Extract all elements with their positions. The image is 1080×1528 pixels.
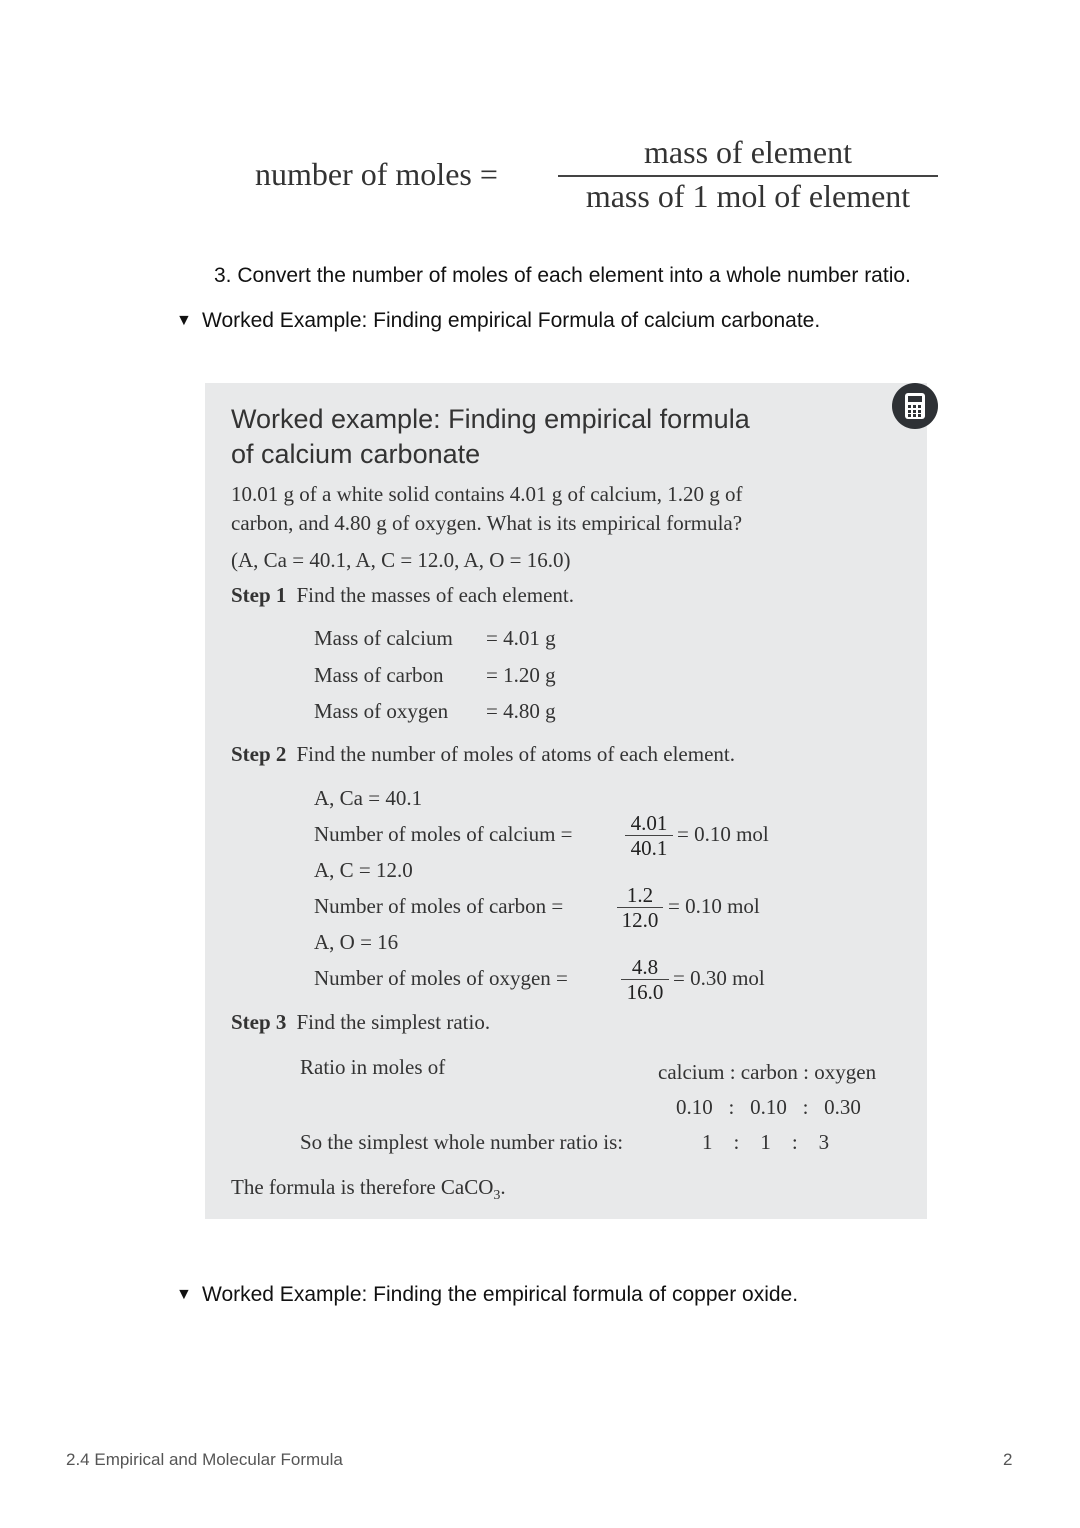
conclusion-end: . — [500, 1175, 506, 1199]
ar-oxygen: A, O = 16 — [314, 930, 399, 954]
formula-lhs: number of moles = — [255, 156, 498, 192]
fraction-numerator: 1.2 — [617, 883, 663, 908]
calculator-icon — [892, 383, 938, 429]
fraction-numerator: 4.8 — [621, 955, 669, 980]
step-1-text: Find the masses of each element. — [296, 583, 575, 607]
moles-carbon-label: Number of moles of carbon = — [314, 894, 564, 918]
conclusion-text: The formula is therefore CaCO — [231, 1175, 494, 1199]
mass-calcium-value: = 4.01 g — [486, 626, 556, 650]
toggle-label: Worked Example: Finding the empirical formula of copper oxide. — [202, 1283, 799, 1306]
step-3-label: Step 3 — [231, 1010, 287, 1034]
moles-calcium-fraction — [625, 811, 673, 860]
moles-oxygen-label: Number of moles of oxygen = — [314, 966, 568, 990]
conclusion-subscript: 3 — [493, 1188, 501, 1204]
mass-carbon-label: Mass of carbon — [314, 663, 444, 687]
fraction-bar — [558, 175, 938, 177]
moles-carbon-fraction — [617, 883, 663, 932]
moles-calcium-result: = 0.10 mol — [677, 822, 769, 846]
page-number: 2 — [1003, 1450, 1013, 1469]
toggle-calcium-carbonate[interactable] — [176, 309, 820, 333]
triangle-down-icon: ▼ — [176, 1286, 192, 1303]
moles-carbon-result: = 0.10 mol — [668, 894, 760, 918]
step-1 — [231, 583, 574, 608]
simplest-ratio-label: So the simplest whole number ratio is: — [300, 1130, 624, 1154]
fraction-denominator: 16.0 — [626, 980, 664, 1004]
moles-oxygen-result: = 0.30 mol — [673, 966, 765, 990]
toggle-copper-oxide[interactable] — [176, 1283, 798, 1307]
toggle-label: Worked Example: Finding empirical Formula of calcium carbonate. — [202, 309, 821, 332]
moles-formula — [240, 128, 945, 228]
step-1-label: Step 1 — [231, 583, 287, 607]
conclusion — [231, 1175, 506, 1204]
relative-atomic-masses: (A, Ca = 40.1, A, C = 12.0, A, O = 16.0) — [231, 548, 571, 572]
worked-example-box — [205, 383, 927, 1219]
moles-oxygen-fraction — [621, 955, 669, 1004]
ar-carbon: A, C = 12.0 — [314, 858, 413, 882]
mass-calcium-label: Mass of calcium — [314, 626, 453, 650]
fraction-denominator: 12.0 — [621, 908, 659, 932]
mass-carbon-value: = 1.20 g — [486, 663, 556, 687]
ratio-header: calcium : carbon : oxygen — [658, 1060, 877, 1084]
ratio-label: Ratio in moles of — [300, 1055, 446, 1079]
step-3-text: Find the simplest ratio. — [296, 1010, 491, 1034]
ratio-values: 0.10 : 0.10 : 0.30 — [676, 1095, 861, 1119]
step-2-text: Find the number of moles of atoms of each element. — [296, 742, 735, 766]
box-title-line-1: Worked example: Finding empirical formula — [231, 404, 750, 434]
mass-oxygen-value: = 4.80 g — [486, 699, 556, 723]
fraction-numerator: 4.01 — [625, 811, 673, 836]
fraction-denominator: 40.1 — [630, 836, 668, 860]
mass-oxygen-label: Mass of oxygen — [314, 699, 449, 723]
moles-calcium-label: Number of moles of calcium = — [314, 822, 573, 846]
box-title-line-2: of calcium carbonate — [231, 439, 481, 469]
triangle-down-icon: ▼ — [176, 312, 192, 329]
step-3-instruction: 3. Convert the number of moles of each element into a whole number ratio. — [214, 264, 911, 287]
simplest-ratio-values: 1 : 1 : 3 — [702, 1130, 830, 1154]
question-line-1: 10.01 g of a white solid contains 4.01 g of calcium, 1.20 g of — [231, 482, 743, 506]
ar-calcium: A, Ca = 40.1 — [314, 786, 423, 810]
step-2 — [231, 742, 735, 767]
formula-numerator: mass of element — [644, 134, 852, 170]
question-line-2: carbon, and 4.80 g of oxygen. What is its empirical formula? — [231, 511, 743, 535]
footer-title: 2.4 Empirical and Molecular Formula — [66, 1450, 343, 1469]
step-2-label: Step 2 — [231, 742, 287, 766]
step-3 — [231, 1010, 490, 1035]
formula-denominator: mass of 1 mol of element — [585, 178, 911, 214]
